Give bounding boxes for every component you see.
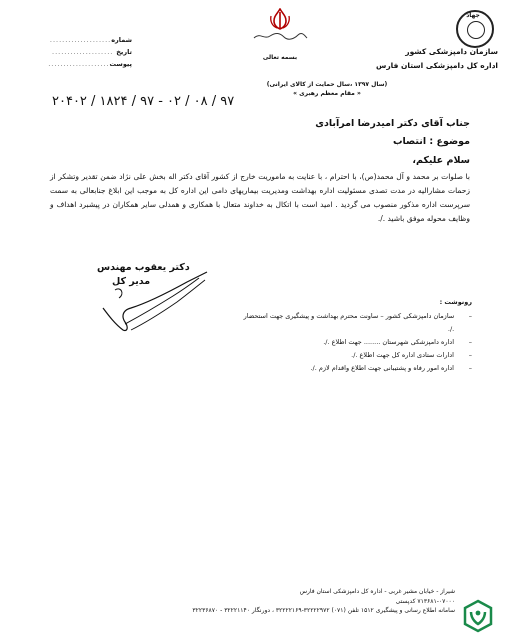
footer-phones: سامانه اطلاع رسانی و پیشگیری ۱۵۱۲ تلفن (۰۷۱) ۳۲۲۲۲۹۷۲-۳۲۲۲۲۱۶۹ ، دورنگار ۳۲۲۲۱۱۴۰ - ۳۲۲۳۶۸۷۰ [192,607,455,614]
signatory-title: مدیر کل [112,276,151,287]
org-name-1: سازمان دامپزشکی کشور [405,47,498,56]
cc-dash: – [468,351,472,359]
cc-list [242,310,472,375]
meta-attachment-dots: .................... [48,60,110,68]
meta-number-label: شماره [111,36,132,44]
cc-dash: – [468,338,472,346]
year-slogan-line-1: (سال ۱۳۹۷ ،سال حمایت از کالای ایرانی) [266,81,388,88]
year-slogan-line-2: « مقام معظم رهبری » [293,90,361,97]
meta-number-dots: .................... [49,36,112,44]
meta-date-dots: .................... [52,48,114,56]
addressee: جناب آقای دکتر امیدرضا امرآبادی [315,118,470,129]
cc-dash: – [468,312,472,320]
cc-dash: – [468,364,472,372]
footer-contact [115,587,455,616]
cc-item-text: اداره امور رفاه و پشتیبانی جهت اطلاع واقدام لازم ./. [310,364,454,372]
cc-item [242,310,472,336]
org-emblem-label: جهاد [466,12,480,19]
bismillah-calligraphy [250,30,310,44]
footer-org-logo-icon [460,598,496,634]
cc-item-text: سازمان دامپزشکی کشور – ساونت محترم بهداشت و پیشگیری جهت استحضار ./. [243,312,455,333]
reference-number: ۲۰۴۰۲ / ۱۸۲۴ / ۹۷ - ۰۲ / ۰۸ / ۹۷ [52,94,235,109]
cc-item [242,362,472,375]
year-slogan [212,80,442,98]
body-paragraph: با صلوات بر محمد و آل محمد(ص)، با احترام ، با عنایت به ماموریت خارج از کشور آقای دکتر اله بخش علی نژاد ضمن تقدیر وتشکر از زحمات مشارالیه در مدت تصدی مسئولیت اداره بهداشت ومدیریت بیماریهای دامی این اداره کل به موجب این ابلاغ جنابعالی به سمت سرپرست اداره مذکور منصوب می گردید . امید است با اتکال به خداوند متعال با همکاری و همدلی سایر همکاران در پیشبرد اهداف و وظایف محوله موفق باشید ./. [50,172,470,223]
meta-attachment-row [48,58,132,70]
cc-item-text: اداره دامپزشکی شهرستان ........ جهت اطلاع ./. [323,338,454,346]
meta-date-row [52,46,132,58]
cc-item [242,336,472,349]
subject-line: موضوع : انتصاب [392,136,470,147]
cc-item-text: ادارات ستادی اداره کل جهت اطلاع ./. [351,351,454,359]
footer-address: شیراز - خیابان مشیر غربی - اداره کل دامپزشکی استان فارس [299,588,455,595]
cc-label: رونوشت : [439,298,472,306]
signatory-name: دکتر یعقوب مهندس [97,262,190,273]
meta-number-row [49,34,132,46]
footer-postal: ۷۱۳۶۸۱-۰۷۰۰۰ کدپستی [395,597,455,605]
bismillah-script-icon [250,30,310,42]
org-name-2: اداره کل دامپزشکی استان فارس [376,61,498,70]
meta-attachment-label: پیوست [109,60,132,68]
letter-body [50,170,470,226]
cc-item [242,349,472,362]
meta-date-label: تاریخ [116,48,132,56]
letter-meta [48,34,132,70]
iran-emblem-icon [268,8,292,30]
org-name-block [348,45,498,73]
basteh-taala: بسمه تعالی [262,54,298,61]
greeting: سلام علیکم، [412,155,470,166]
handwritten-signature-icon [95,268,210,340]
